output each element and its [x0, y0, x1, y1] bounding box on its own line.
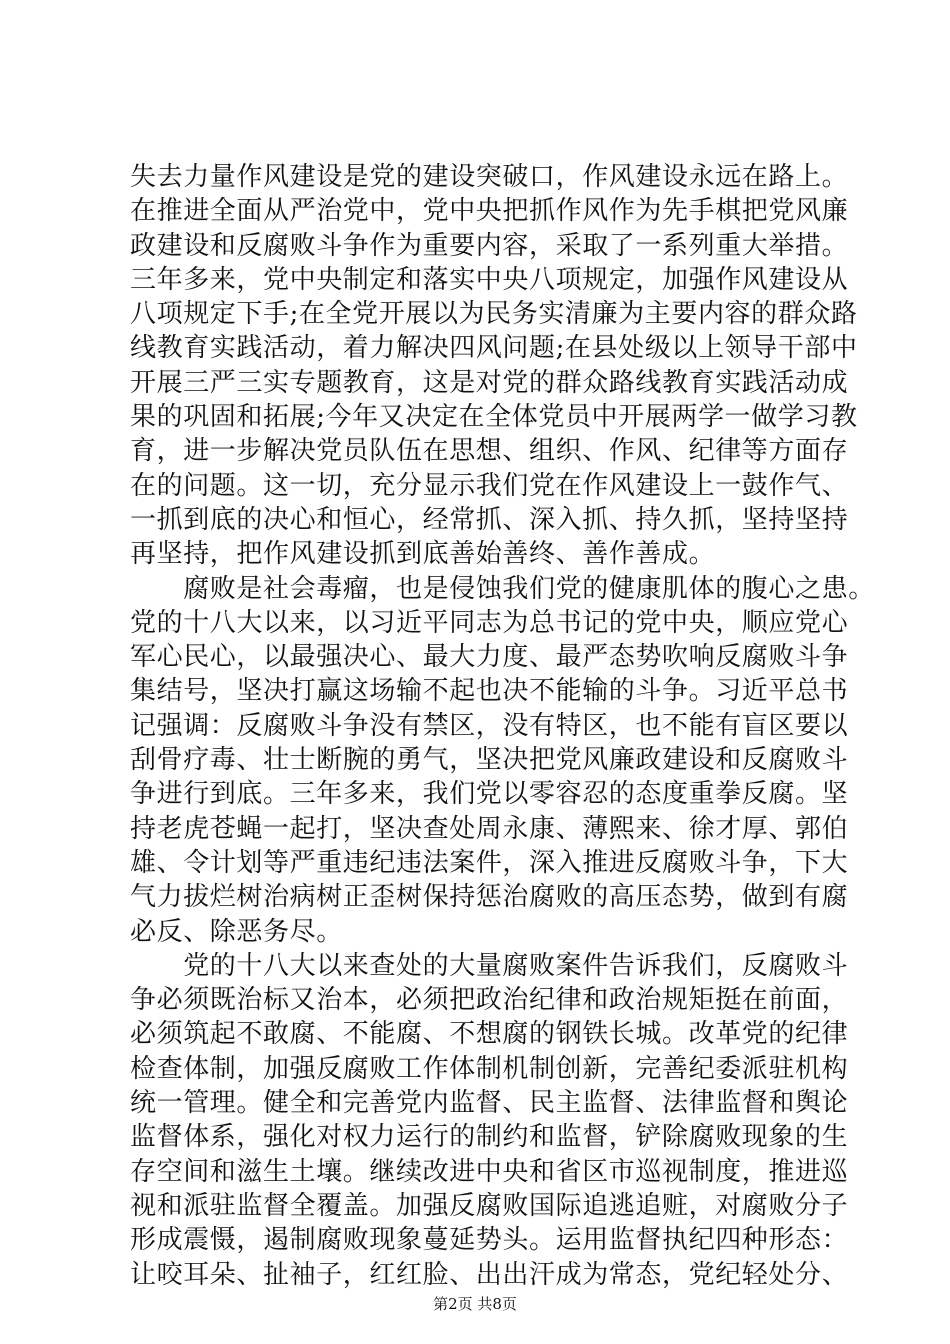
text-line: 育，进一步解决党员队伍在思想、组织、作风、纪律等方面存: [130, 436, 849, 467]
text-line: 再坚持，把作风建设抓到底善始善终、善作善成。: [130, 539, 716, 570]
text-line: 检查体制，加强反腐败工作体制机制创新，完善纪委派驻机构: [130, 1053, 849, 1084]
text-line: 开展三严三实专题教育，这是对党的群众路线教育实践活动成: [130, 367, 849, 398]
text-line: 政建设和反腐败斗争作为重要内容，采取了一系列重大举措。: [130, 230, 849, 261]
text-line: 在推进全面从严治党中，党中央把抓作风作为先手棋把党风廉: [130, 196, 849, 227]
text-line: 腐败是社会毒瘤，也是侵蚀我们党的健康肌体的腹心之患。: [130, 573, 875, 604]
text-line: 形成震慑，遏制腐败现象蔓延势头。运用监督执纪四种形态：: [130, 1225, 849, 1256]
text-line: 视和派驻监督全覆盖。加强反腐败国际追逃追赃，对腐败分子: [130, 1190, 849, 1221]
text-line: 争进行到底。三年多来，我们党以零容忍的态度重拳反腐。坚: [130, 779, 849, 810]
text-line: 气力拔烂树治病树正歪树保持惩治腐败的高压态势，做到有腐: [130, 882, 849, 913]
text-line: 持老虎苍蝇一起打，坚决查处周永康、薄熙来、徐才厚、郭伯: [130, 813, 849, 844]
text-line: 统一管理。健全和完善党内监督、民主监督、法律监督和舆论: [130, 1088, 849, 1119]
text-line: 八项规定下手;在全党开展以为民务实清廉为主要内容的群众路: [130, 299, 858, 330]
text-line: 监督体系，强化对权力运行的制约和监督，铲除腐败现象的生: [130, 1122, 849, 1153]
text-line: 必反、除恶务尽。: [130, 916, 343, 947]
text-line: 党的十八大以来查处的大量腐败案件告诉我们，反腐败斗: [130, 950, 849, 981]
text-line: 必须筑起不敢腐、不能腐、不想腐的钢铁长城。改革党的纪律: [130, 1019, 849, 1050]
body-text: [130, 160, 875, 1292]
text-line: 军心民心，以最强决心、最大力度、最严态势吹响反腐败斗争: [130, 642, 849, 673]
text-line: 线教育实践活动，着力解决四风问题;在县处级以上领导干部中: [130, 333, 858, 364]
text-line: 集结号，坚决打赢这场输不起也决不能输的斗争。习近平总书: [130, 676, 849, 707]
text-line: 让咬耳朵、扯袖子，红红脸、出出汗成为常态，党纪轻处分、: [130, 1259, 849, 1290]
text-line: 争必须既治标又治本，必须把政治纪律和政治规矩挺在前面，: [130, 985, 849, 1016]
text-line: 雄、令计划等严重违纪违法案件，深入推进反腐败斗争，下大: [130, 847, 849, 878]
text-line: 失去力量作风建设是党的建设突破口，作风建设永远在路上。: [130, 162, 849, 192]
text-line: 党的十八大以来，以习近平同志为总书记的党中央，顺应党心: [130, 607, 849, 638]
text-line: 存空间和滋生土壤。继续改进中央和省区市巡视制度，推进巡: [130, 1156, 849, 1187]
text-line: 在的问题。这一切，充分显示我们党在作风建设上一鼓作气、: [130, 470, 849, 501]
page-number-footer: 第2页 共8页: [433, 1295, 517, 1313]
text-line: 果的巩固和拓展;今年又决定在全体党员中开展两学一做学习教: [130, 402, 858, 433]
text-line: 记强调：反腐败斗争没有禁区，没有特区，也不能有盲区要以: [130, 710, 849, 741]
text-line: 一抓到底的决心和恒心，经常抓、深入抓、持久抓，坚持坚持: [130, 504, 849, 535]
text-line: 刮骨疗毒、壮士断腕的勇气，坚决把党风廉政建设和反腐败斗: [130, 745, 849, 776]
text-line: 三年多来，党中央制定和落实中央八项规定，加强作风建设从: [130, 264, 849, 295]
